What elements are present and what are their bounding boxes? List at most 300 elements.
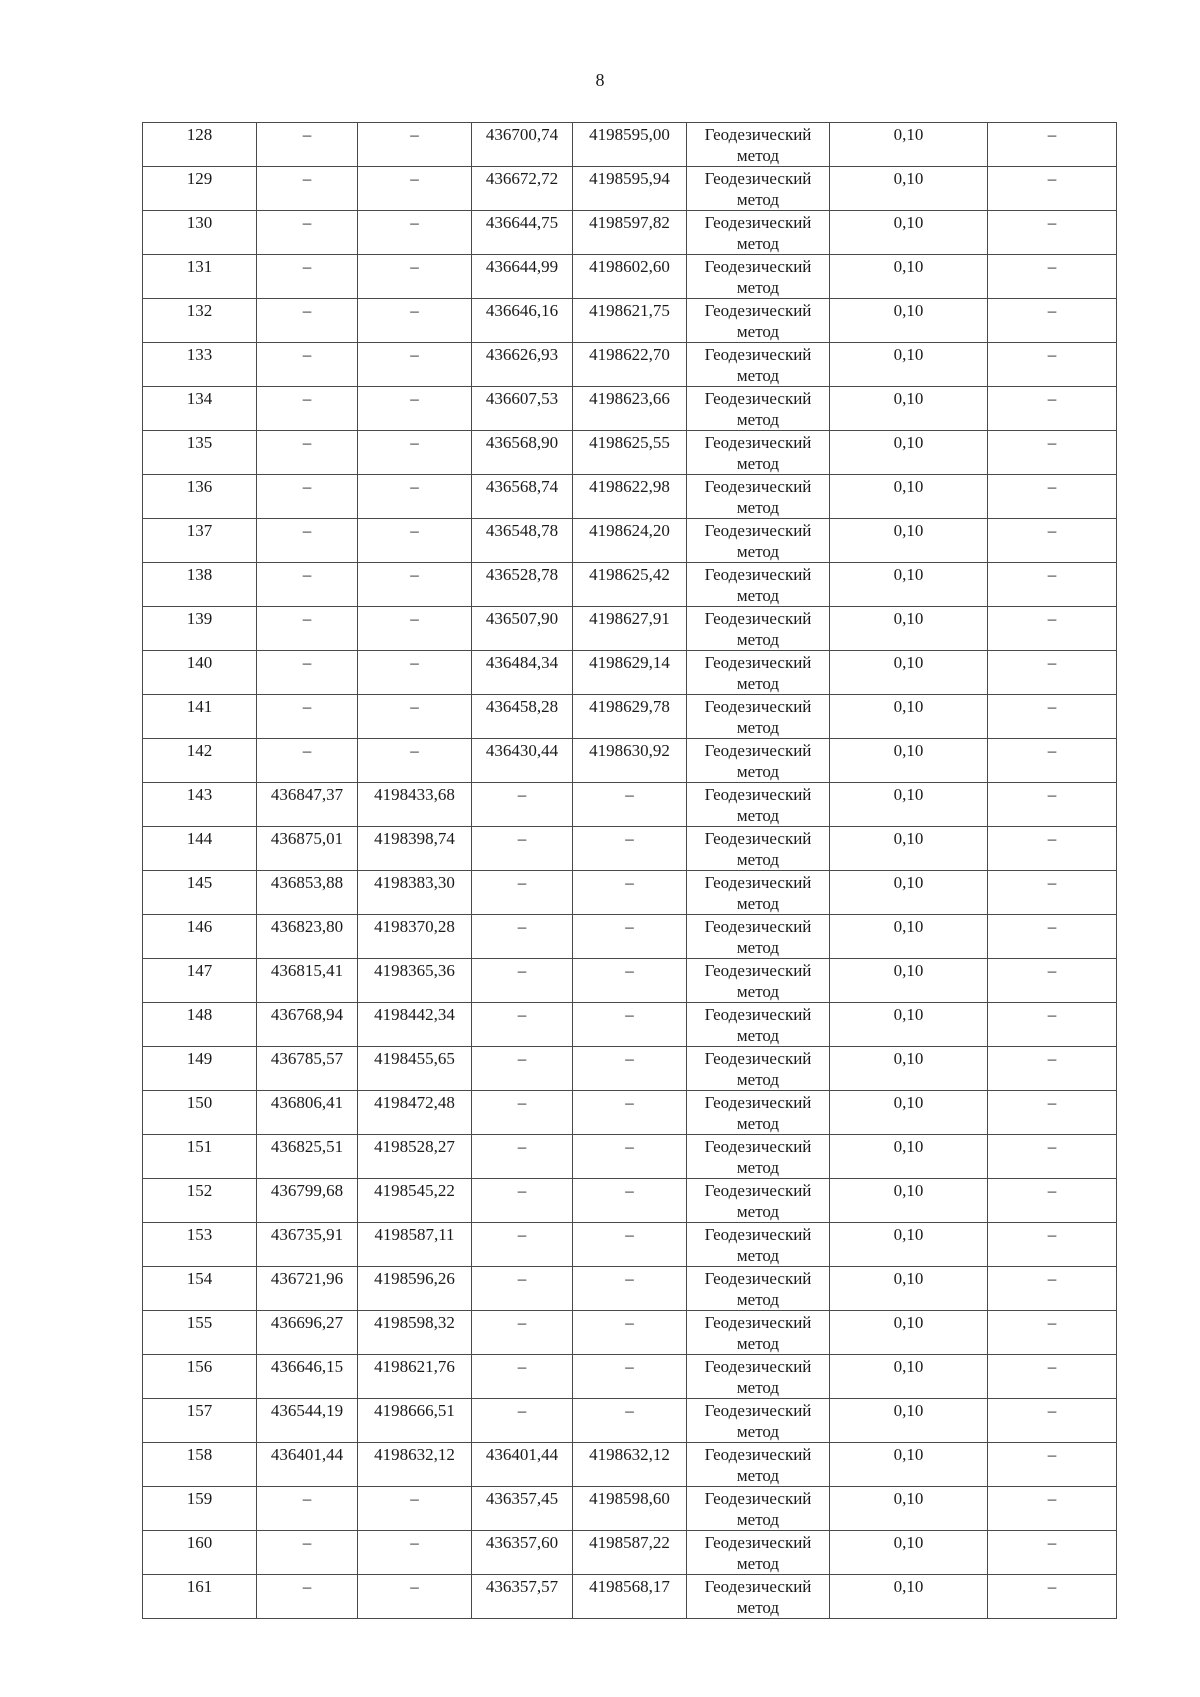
table-row xyxy=(143,299,1117,343)
accuracy-cell xyxy=(830,519,988,563)
new-x-value: 436568,74 xyxy=(485,477,559,496)
existing-x-value: 436721,96 xyxy=(270,1269,344,1288)
method-text-line1: Геодезический xyxy=(704,169,812,188)
table-row xyxy=(143,1003,1117,1047)
accuracy-value: 0,10 xyxy=(893,1181,924,1200)
point-number-cell xyxy=(143,1179,257,1223)
accuracy-cell xyxy=(830,1443,988,1487)
description-cell xyxy=(988,915,1117,959)
new-y-value: – xyxy=(625,1401,634,1420)
new-y-value: 4198625,42 xyxy=(589,565,670,584)
new-x-cell xyxy=(472,343,573,387)
point-number-value: 142 xyxy=(186,741,213,760)
existing-x-cell xyxy=(257,1575,358,1619)
method-text-line2: метод xyxy=(736,1246,780,1265)
existing-x-value: – xyxy=(302,433,312,452)
point-number-value: 151 xyxy=(186,1137,213,1156)
new-y-cell xyxy=(573,255,687,299)
method-cell xyxy=(687,211,830,255)
accuracy-cell xyxy=(830,1003,988,1047)
accuracy-value: 0,10 xyxy=(893,1313,924,1332)
existing-y-value: 4198433,68 xyxy=(374,785,455,804)
existing-x-value: – xyxy=(302,609,312,628)
accuracy-value: 0,10 xyxy=(893,345,924,364)
method-text-line2: метод xyxy=(736,586,780,605)
point-number-value: 155 xyxy=(186,1313,213,1332)
description-cell xyxy=(988,123,1117,167)
description-cell xyxy=(988,1487,1117,1531)
accuracy-value: 0,10 xyxy=(893,609,924,628)
new-y-cell xyxy=(573,959,687,1003)
existing-y-cell xyxy=(358,431,472,475)
method-text-line1: Геодезический xyxy=(704,1225,812,1244)
description-value: – xyxy=(1047,917,1057,936)
point-number-cell xyxy=(143,167,257,211)
existing-x-cell xyxy=(257,1311,358,1355)
new-y-cell xyxy=(573,827,687,871)
existing-x-cell xyxy=(257,255,358,299)
accuracy-cell xyxy=(830,299,988,343)
description-cell xyxy=(988,1047,1117,1091)
coordinates-table xyxy=(142,122,1117,1619)
new-y-value: – xyxy=(625,961,634,980)
description-value: – xyxy=(1047,873,1057,892)
existing-x-cell xyxy=(257,783,358,827)
new-y-cell xyxy=(573,1223,687,1267)
point-number-cell xyxy=(143,475,257,519)
existing-x-value: 436401,44 xyxy=(270,1445,344,1464)
point-number-cell xyxy=(143,1267,257,1311)
accuracy-value: 0,10 xyxy=(893,1357,924,1376)
method-text-line1: Геодезический xyxy=(704,1313,812,1332)
method-text-line2: метод xyxy=(736,850,780,869)
accuracy-value: 0,10 xyxy=(893,785,924,804)
accuracy-cell xyxy=(830,1575,988,1619)
method-cell xyxy=(687,1443,830,1487)
point-number-value: 133 xyxy=(186,345,213,364)
new-x-cell xyxy=(472,1047,573,1091)
new-x-cell xyxy=(472,915,573,959)
existing-x-cell xyxy=(257,1399,358,1443)
new-y-cell xyxy=(573,1091,687,1135)
existing-y-cell xyxy=(358,387,472,431)
new-y-value: 4198624,20 xyxy=(589,521,670,540)
existing-x-cell xyxy=(257,739,358,783)
existing-x-value: – xyxy=(302,653,312,672)
new-y-cell xyxy=(573,783,687,827)
new-x-cell xyxy=(472,651,573,695)
description-value: – xyxy=(1047,389,1057,408)
new-x-cell xyxy=(472,1179,573,1223)
existing-x-value: 436806,41 xyxy=(270,1093,344,1112)
description-cell xyxy=(988,1003,1117,1047)
accuracy-cell xyxy=(830,563,988,607)
existing-x-cell xyxy=(257,695,358,739)
existing-y-cell xyxy=(358,1091,472,1135)
new-y-cell xyxy=(573,519,687,563)
new-y-value: – xyxy=(625,1093,634,1112)
method-text-line1: Геодезический xyxy=(704,1093,812,1112)
accuracy-value: 0,10 xyxy=(893,213,924,232)
existing-y-value: 4198666,51 xyxy=(374,1401,455,1420)
existing-y-cell xyxy=(358,871,472,915)
existing-x-value: – xyxy=(302,389,312,408)
accuracy-value: 0,10 xyxy=(893,257,924,276)
method-text-line2: метод xyxy=(736,1422,780,1441)
method-text-line2: метод xyxy=(736,234,780,253)
new-y-value: 4198622,70 xyxy=(589,345,670,364)
method-text-line2: метод xyxy=(736,1334,780,1353)
method-cell xyxy=(687,827,830,871)
existing-y-value: – xyxy=(410,653,419,672)
existing-x-cell xyxy=(257,519,358,563)
point-number-value: 138 xyxy=(186,565,213,584)
accuracy-value: 0,10 xyxy=(893,961,924,980)
new-y-cell xyxy=(573,871,687,915)
method-text-line2: метод xyxy=(736,762,780,781)
existing-y-value: – xyxy=(410,433,419,452)
new-x-value: – xyxy=(517,961,527,980)
existing-y-value: 4198370,28 xyxy=(374,917,455,936)
method-cell xyxy=(687,1223,830,1267)
new-x-value: 436528,78 xyxy=(485,565,559,584)
new-x-cell xyxy=(472,1575,573,1619)
method-cell xyxy=(687,1531,830,1575)
accuracy-cell xyxy=(830,959,988,1003)
existing-y-value: 4198472,48 xyxy=(374,1093,455,1112)
existing-x-value: 436696,27 xyxy=(270,1313,344,1332)
accuracy-value: 0,10 xyxy=(893,1005,924,1024)
table-row xyxy=(143,167,1117,211)
existing-x-value: – xyxy=(302,521,312,540)
description-value: – xyxy=(1047,169,1057,188)
existing-y-value: – xyxy=(410,257,419,276)
existing-x-cell xyxy=(257,827,358,871)
description-cell xyxy=(988,211,1117,255)
new-x-cell xyxy=(472,783,573,827)
description-value: – xyxy=(1047,1181,1057,1200)
description-value: – xyxy=(1047,609,1057,628)
point-number-cell xyxy=(143,1575,257,1619)
existing-x-cell xyxy=(257,1223,358,1267)
table-row xyxy=(143,607,1117,651)
description-cell xyxy=(988,1311,1117,1355)
new-y-cell xyxy=(573,1267,687,1311)
existing-y-cell xyxy=(358,915,472,959)
method-cell xyxy=(687,1003,830,1047)
point-number-value: 129 xyxy=(186,169,213,188)
method-cell xyxy=(687,299,830,343)
new-y-cell xyxy=(573,651,687,695)
method-cell xyxy=(687,255,830,299)
method-text-line2: метод xyxy=(736,1598,780,1617)
existing-y-cell xyxy=(358,1223,472,1267)
existing-x-cell xyxy=(257,1355,358,1399)
new-y-cell xyxy=(573,167,687,211)
existing-x-value: – xyxy=(302,1577,312,1596)
accuracy-cell xyxy=(830,651,988,695)
point-number-value: 139 xyxy=(186,609,213,628)
accuracy-value: 0,10 xyxy=(893,389,924,408)
new-x-cell xyxy=(472,123,573,167)
description-value: – xyxy=(1047,697,1057,716)
new-y-value: 4198627,91 xyxy=(589,609,670,628)
new-x-cell xyxy=(472,563,573,607)
point-number-value: 145 xyxy=(186,873,213,892)
method-text-line2: метод xyxy=(736,1290,780,1309)
existing-x-value: – xyxy=(302,125,312,144)
new-x-cell xyxy=(472,959,573,1003)
existing-y-cell xyxy=(358,1311,472,1355)
method-text-line2: метод xyxy=(736,190,780,209)
new-x-cell xyxy=(472,739,573,783)
method-cell xyxy=(687,871,830,915)
table-row xyxy=(143,387,1117,431)
description-value: – xyxy=(1047,829,1057,848)
new-y-cell xyxy=(573,1135,687,1179)
point-number-value: 128 xyxy=(186,125,213,144)
point-number-cell xyxy=(143,1223,257,1267)
existing-x-value: – xyxy=(302,213,312,232)
table-row xyxy=(143,123,1117,167)
existing-x-value: 436815,41 xyxy=(270,961,344,980)
existing-x-value: 436785,57 xyxy=(270,1049,344,1068)
accuracy-cell xyxy=(830,123,988,167)
existing-y-cell xyxy=(358,1179,472,1223)
table-body xyxy=(143,123,1117,1619)
new-x-cell xyxy=(472,607,573,651)
description-cell xyxy=(988,167,1117,211)
description-value: – xyxy=(1047,1269,1057,1288)
existing-x-cell xyxy=(257,1179,358,1223)
method-cell xyxy=(687,475,830,519)
description-cell xyxy=(988,1399,1117,1443)
description-cell xyxy=(988,387,1117,431)
description-value: – xyxy=(1047,1577,1057,1596)
method-text-line2: метод xyxy=(736,1114,780,1133)
new-y-value: 4198629,14 xyxy=(589,653,670,672)
existing-y-value: 4198383,30 xyxy=(374,873,455,892)
new-y-value: 4198595,94 xyxy=(589,169,670,188)
point-number-value: 158 xyxy=(186,1445,213,1464)
existing-x-value: – xyxy=(302,477,312,496)
new-y-cell xyxy=(573,563,687,607)
accuracy-value: 0,10 xyxy=(893,565,924,584)
accuracy-value: 0,10 xyxy=(893,653,924,672)
new-x-cell xyxy=(472,431,573,475)
existing-x-cell xyxy=(257,387,358,431)
method-cell xyxy=(687,431,830,475)
method-text-line1: Геодезический xyxy=(704,1357,812,1376)
new-y-value: – xyxy=(625,785,634,804)
point-number-cell xyxy=(143,1531,257,1575)
accuracy-cell xyxy=(830,871,988,915)
description-cell xyxy=(988,1267,1117,1311)
new-x-cell xyxy=(472,1355,573,1399)
new-y-value: 4198632,12 xyxy=(589,1445,670,1464)
method-cell xyxy=(687,959,830,1003)
point-number-value: 140 xyxy=(186,653,213,672)
method-text-line1: Геодезический xyxy=(704,477,812,496)
accuracy-cell xyxy=(830,167,988,211)
accuracy-cell xyxy=(830,211,988,255)
accuracy-value: 0,10 xyxy=(893,1489,924,1508)
description-value: – xyxy=(1047,741,1057,760)
accuracy-cell xyxy=(830,783,988,827)
method-text-line2: метод xyxy=(736,806,780,825)
existing-x-value: – xyxy=(302,345,312,364)
existing-y-value: 4198398,74 xyxy=(374,829,455,848)
accuracy-cell xyxy=(830,1355,988,1399)
description-cell xyxy=(988,1531,1117,1575)
existing-y-cell xyxy=(358,563,472,607)
table-row xyxy=(143,827,1117,871)
method-text-line1: Геодезический xyxy=(704,917,812,936)
point-number-cell xyxy=(143,387,257,431)
method-text-line1: Геодезический xyxy=(704,1445,812,1464)
existing-y-cell xyxy=(358,299,472,343)
table-row xyxy=(143,563,1117,607)
new-x-value: – xyxy=(517,1269,527,1288)
table-row xyxy=(143,959,1117,1003)
method-cell xyxy=(687,1047,830,1091)
existing-x-value: – xyxy=(302,565,312,584)
new-y-value: 4198568,17 xyxy=(589,1577,670,1596)
existing-y-value: – xyxy=(410,1489,419,1508)
existing-y-cell xyxy=(358,475,472,519)
existing-y-value: 4198596,26 xyxy=(374,1269,455,1288)
method-text-line2: метод xyxy=(736,982,780,1001)
accuracy-cell xyxy=(830,431,988,475)
description-cell xyxy=(988,1179,1117,1223)
description-cell xyxy=(988,1135,1117,1179)
existing-y-value: – xyxy=(410,345,419,364)
point-number-cell xyxy=(143,1399,257,1443)
method-text-line1: Геодезический xyxy=(704,1005,812,1024)
accuracy-value: 0,10 xyxy=(893,741,924,760)
table-row xyxy=(143,1267,1117,1311)
method-text-line2: метод xyxy=(736,1026,780,1045)
existing-y-cell xyxy=(358,211,472,255)
existing-y-cell xyxy=(358,1047,472,1091)
accuracy-value: 0,10 xyxy=(893,829,924,848)
table-row xyxy=(143,1399,1117,1443)
accuracy-cell xyxy=(830,1047,988,1091)
point-number-cell xyxy=(143,651,257,695)
table-row xyxy=(143,1223,1117,1267)
point-number-cell xyxy=(143,431,257,475)
existing-x-cell xyxy=(257,211,358,255)
new-x-value: 436700,74 xyxy=(485,125,559,144)
new-x-cell xyxy=(472,827,573,871)
description-cell xyxy=(988,475,1117,519)
table-row xyxy=(143,431,1117,475)
method-text-line1: Геодезический xyxy=(704,785,812,804)
new-x-cell xyxy=(472,1531,573,1575)
table-row xyxy=(143,871,1117,915)
new-x-value: – xyxy=(517,873,527,892)
point-number-value: 131 xyxy=(186,257,213,276)
new-y-value: – xyxy=(625,917,634,936)
existing-x-cell xyxy=(257,651,358,695)
description-value: – xyxy=(1047,1005,1057,1024)
existing-y-value: – xyxy=(410,213,419,232)
method-text-line1: Геодезический xyxy=(704,741,812,760)
method-cell xyxy=(687,739,830,783)
existing-x-value: 436646,15 xyxy=(270,1357,344,1376)
method-text-line2: метод xyxy=(736,498,780,517)
existing-y-value: – xyxy=(410,741,419,760)
existing-y-cell xyxy=(358,959,472,1003)
new-y-value: – xyxy=(625,1225,634,1244)
existing-x-cell xyxy=(257,563,358,607)
method-text-line2: метод xyxy=(736,1202,780,1221)
point-number-cell xyxy=(143,739,257,783)
new-x-cell xyxy=(472,475,573,519)
existing-y-cell xyxy=(358,123,472,167)
method-cell xyxy=(687,1399,830,1443)
method-cell xyxy=(687,1091,830,1135)
method-text-line1: Геодезический xyxy=(704,565,812,584)
new-y-cell xyxy=(573,431,687,475)
table-row xyxy=(143,211,1117,255)
point-number-cell xyxy=(143,519,257,563)
method-text-line2: метод xyxy=(736,278,780,297)
new-x-cell xyxy=(472,167,573,211)
description-value: – xyxy=(1047,1401,1057,1420)
point-number-value: 161 xyxy=(186,1577,213,1596)
existing-y-value: – xyxy=(410,565,419,584)
new-x-cell xyxy=(472,1267,573,1311)
new-y-cell xyxy=(573,739,687,783)
method-text-line1: Геодезический xyxy=(704,213,812,232)
new-y-cell xyxy=(573,475,687,519)
accuracy-cell xyxy=(830,343,988,387)
new-x-cell xyxy=(472,695,573,739)
accuracy-cell xyxy=(830,255,988,299)
description-cell xyxy=(988,1355,1117,1399)
new-y-cell xyxy=(573,1311,687,1355)
new-x-cell xyxy=(472,1135,573,1179)
new-x-value: – xyxy=(517,1005,527,1024)
accuracy-value: 0,10 xyxy=(893,301,924,320)
existing-x-cell xyxy=(257,1443,358,1487)
accuracy-cell xyxy=(830,739,988,783)
description-cell xyxy=(988,959,1117,1003)
existing-x-value: – xyxy=(302,741,312,760)
new-y-cell xyxy=(573,607,687,651)
existing-x-cell xyxy=(257,1267,358,1311)
new-y-value: 4198621,75 xyxy=(589,301,670,320)
existing-x-cell xyxy=(257,475,358,519)
table-row xyxy=(143,783,1117,827)
new-x-cell xyxy=(472,299,573,343)
description-cell xyxy=(988,1443,1117,1487)
point-number-value: 136 xyxy=(186,477,213,496)
existing-x-cell xyxy=(257,1487,358,1531)
description-cell xyxy=(988,607,1117,651)
new-x-value: – xyxy=(517,1225,527,1244)
method-text-line2: метод xyxy=(736,938,780,957)
new-x-cell xyxy=(472,1223,573,1267)
new-x-value: 436357,57 xyxy=(485,1577,559,1596)
new-y-value: – xyxy=(625,1357,634,1376)
description-value: – xyxy=(1047,1313,1057,1332)
point-number-value: 160 xyxy=(186,1533,213,1552)
existing-y-value: – xyxy=(410,169,419,188)
existing-y-value: – xyxy=(410,1533,419,1552)
existing-y-value: 4198587,11 xyxy=(374,1225,455,1244)
